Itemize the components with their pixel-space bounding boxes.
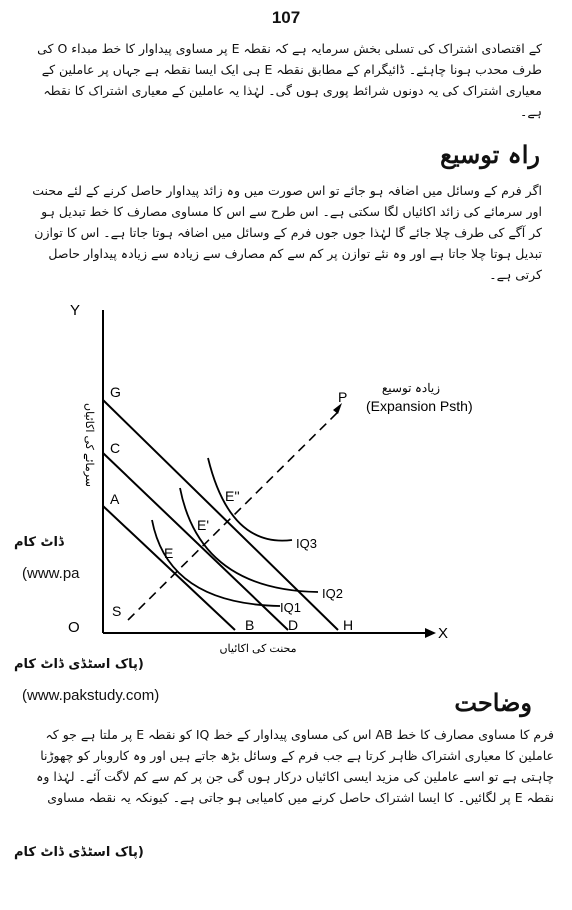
expansion-label-english: (Expansion Psth) xyxy=(366,398,473,414)
point-e-double-prime-label: E'' xyxy=(225,488,240,504)
explanation-paragraph: فرم کا مساوی مصارف کا خط AB اس کی مساوی پیداوار کے خط IQ کو نقطہ E پر ملتا ہے جو کہ عاملین کا معیاری اشتراک ظاہر کرتا ہے جب فرم کے وسائل بڑھ جاتے ہیں اور وہ کاروبار کو چھوڑنا چاہتی ہے تو اسے عاملین کی مزید ایسی اکائیاں درکار ہوں گی جن پر کم سے کم لاگت آئے۔ لہٰذا وہ نقطہ E پر لگائیں۔ کا ایسا اشتراک حاصل کرنے میں کامیابی ہو جاتی ہے۔ کیونکہ یہ نقطہ مساوی xyxy=(36,727,554,805)
point-c-label: C xyxy=(110,440,121,456)
watermark-urdu-bottom: (پاک اسٹڈی ڈاٹ کام xyxy=(14,845,144,860)
watermark-urdu: (پاک اسٹڈی ڈاٹ کام xyxy=(14,657,144,672)
page-number: 107 xyxy=(271,8,301,27)
watermark-english-cut: (www.pa xyxy=(22,565,80,582)
iq2-label: IQ2 xyxy=(322,586,343,601)
point-a-label: A xyxy=(110,491,120,507)
y-axis-label: Y xyxy=(70,302,81,319)
section-heading-explanation: وضاحت xyxy=(454,688,532,717)
expansion-paragraph: اگر فرم کے وسائل میں اضافہ ہو جائے تو اس صورت میں وہ زائد پیداوار حاصل کرنے کے لئے محنت اور سرمائے کی زائد اکائیاں لگا سکتی ہے۔ اس طرح سے اس کا مساوی مصارف کا خط تبدیل ہو کر آگے کی طرف چلا جائے گا لہٰذا جوں جوں فرم کے وسائل میں اضافہ ہوتا جاتا ہے۔ اس کا توازن تبدیل ہوتا چلا جاتا ہے اور وہ نئے توازن پر کم سے کم مصارف سے زیادہ سے زیادہ پیداوار حاصل کرتی ہے۔ xyxy=(32,183,542,282)
iq1-label: IQ1 xyxy=(280,600,301,615)
x-axis-arrow xyxy=(425,628,436,638)
point-b-label: B xyxy=(245,617,255,633)
point-e-prime-label: E' xyxy=(197,517,210,533)
expansion-path-line xyxy=(128,410,340,620)
x-axis-title: محنت کی اکائیاں xyxy=(219,643,297,655)
section-heading-expansion: راہ توسیع xyxy=(440,140,540,169)
point-s-label: S xyxy=(112,603,122,619)
point-p-label: P xyxy=(338,389,348,405)
point-h-label: H xyxy=(343,617,354,633)
iq3-label: IQ3 xyxy=(296,536,317,551)
intro-paragraph: کے اقتصادی اشتراک کی تسلی بخش سرمایہ ہے کہ نقطہ E پر مساوی پیداوار کا خط مبداء O کی طرف محدب ہونا چاہئے۔ ڈائیگرام کے مطابق نقطہ E ہی ایک ایسا نقطہ ہے جہاں پر عاملین کے معیاری اشتراک کی یہ دونوں شرائط پوری ہوں گی۔ لہٰذا یہ عاملین کے معیاری اشتراک کا نقطہ ہے۔ xyxy=(37,41,542,119)
isocost-line-ab xyxy=(103,506,235,630)
origin-label: O xyxy=(68,619,80,636)
point-e-label: E xyxy=(164,545,174,561)
isocost-line-gh xyxy=(103,400,338,630)
watermark-urdu-cut: ڈاٹ کام xyxy=(14,535,64,550)
x-axis-label: X xyxy=(438,625,449,642)
y-axis-title: سرمائے کی اکائیاں xyxy=(83,402,95,488)
isocost-line-cd xyxy=(103,453,288,630)
point-d-label: D xyxy=(288,617,299,633)
expansion-label-urdu: زیادہ توسیع xyxy=(381,381,440,395)
watermark-english: (www.pakstudy.com) xyxy=(22,687,160,704)
point-g-label: G xyxy=(110,384,121,400)
